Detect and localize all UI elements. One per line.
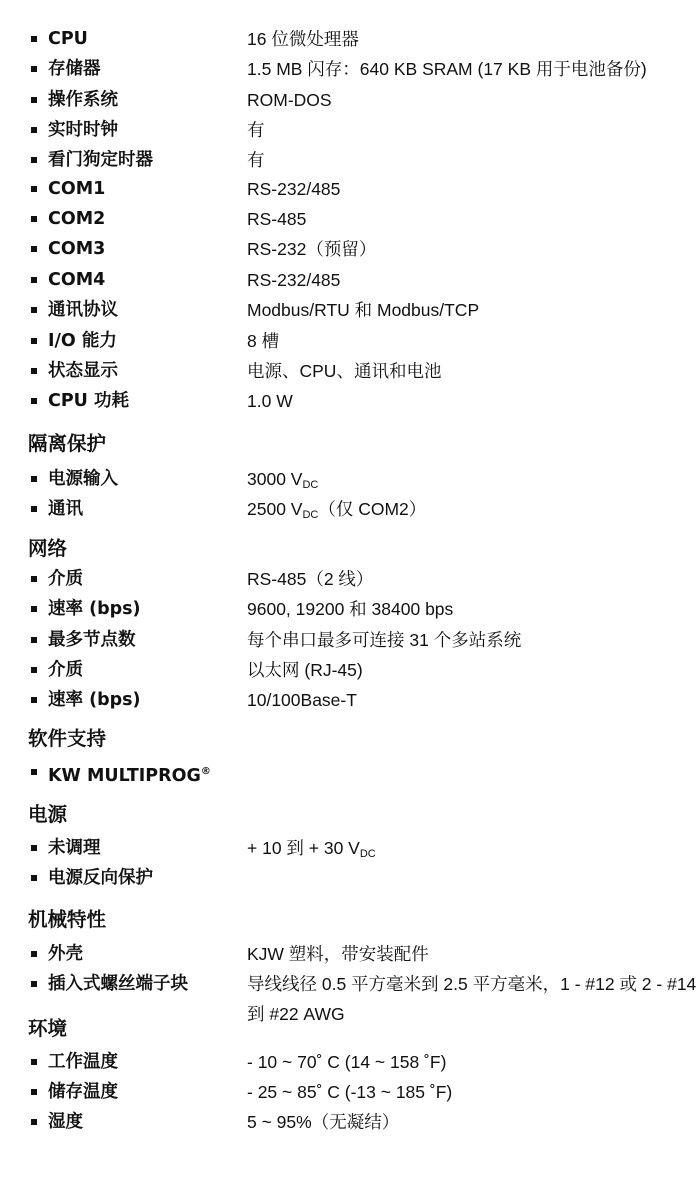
spec-value — [247, 497, 426, 527]
spec-label — [48, 237, 105, 261]
bullet-icon — [31, 36, 37, 42]
spec-value — [247, 836, 376, 866]
spec-value-text: KJW 塑料，带安装配件 — [247, 944, 429, 964]
spec-value-text: RS-232/485 — [247, 179, 341, 199]
spec-label — [48, 268, 105, 292]
section-heading: 机械特性 — [28, 908, 107, 931]
spec-label — [48, 88, 118, 112]
spec-label-text: 最多节点数 — [48, 630, 136, 650]
bullet-icon — [31, 697, 37, 703]
bullet-icon — [31, 1089, 37, 1095]
bullet-icon — [31, 875, 37, 881]
spec-label-text: 速率 (bps) — [48, 690, 141, 710]
spec-label — [48, 298, 118, 322]
spec-label — [48, 177, 105, 201]
spec-label-text: I/O 能力 — [48, 331, 117, 351]
spec-label — [48, 1050, 118, 1074]
spec-value — [247, 969, 697, 1029]
spec-value — [247, 389, 293, 413]
spec-label-text: 储存温度 — [48, 1082, 118, 1102]
spec-label — [48, 597, 141, 621]
spec-value-text: 1.0 W — [247, 391, 293, 411]
bullet-icon — [31, 307, 37, 313]
bullet-icon — [31, 186, 37, 192]
spec-value-suffix: （仅 COM2） — [318, 499, 427, 519]
spec-value-text: 有 — [247, 120, 265, 140]
spec-label-text: 外壳 — [48, 944, 83, 964]
spec-value — [247, 177, 340, 201]
spec-label — [48, 760, 211, 788]
spec-value — [247, 688, 357, 712]
spec-label-text: CPU — [48, 29, 88, 49]
bullet-icon — [31, 338, 37, 344]
spec-value — [247, 298, 479, 322]
bullet-icon — [31, 1059, 37, 1065]
spec-label-text: 通讯协议 — [48, 300, 118, 320]
spec-label — [48, 497, 83, 521]
spec-label — [48, 972, 188, 996]
spec-value — [247, 88, 332, 112]
spec-value — [247, 628, 521, 652]
spec-label-text: 存储器 — [48, 59, 101, 79]
spec-value-text: 2500 V — [247, 499, 303, 519]
bullet-icon — [31, 981, 37, 987]
spec-label — [48, 688, 141, 712]
spec-label-text: 插入式螺丝端子块 — [48, 974, 188, 994]
spec-label-text: COM4 — [48, 270, 106, 290]
unit-subscript: DC — [302, 509, 319, 521]
spec-label — [48, 207, 105, 231]
bullet-icon — [31, 845, 37, 851]
spec-value-text: Modbus/RTU 和 Modbus/TCP — [247, 300, 480, 320]
spec-value-text: 电源、CPU、通讯和电池 — [247, 361, 442, 381]
spec-label-text: 电源反向保护 — [48, 868, 153, 888]
spec-value — [247, 1110, 399, 1134]
section-heading: 环境 — [28, 1017, 68, 1040]
spec-label-text: 未调理 — [48, 838, 101, 858]
bullet-icon — [31, 476, 37, 482]
spec-value — [247, 942, 429, 966]
spec-value-text: RS-232/485 — [247, 270, 341, 290]
spec-label-text: 实时时钟 — [48, 120, 118, 140]
spec-value-text: 10/100Base-T — [247, 690, 357, 710]
spec-value-text: 8 槽 — [247, 331, 280, 351]
spec-value-text: RS-485（2 线） — [247, 569, 374, 589]
spec-label-text: KW MULTIPROG — [48, 766, 201, 786]
spec-value-text: 5 ~ 95%（无凝结） — [247, 1112, 400, 1132]
bullet-icon — [31, 246, 37, 252]
spec-value — [247, 567, 373, 591]
spec-label — [48, 942, 83, 966]
spec-label — [48, 389, 129, 413]
bullet-icon — [31, 66, 37, 72]
spec-label — [48, 567, 83, 591]
bullet-icon — [31, 637, 37, 643]
bullet-icon — [31, 97, 37, 103]
unit-subscript: DC — [302, 479, 319, 491]
spec-label-text: COM1 — [48, 179, 106, 199]
spec-label-text: 介质 — [48, 569, 83, 589]
spec-label-text: 操作系统 — [48, 90, 118, 110]
bullet-icon — [31, 368, 37, 374]
spec-value-text: - 25 ~ 85˚ C (-13 ~ 185 ˚F) — [247, 1082, 453, 1102]
spec-value-text: 9600, 19200 和 38400 bps — [247, 599, 454, 619]
spec-label-text: 湿度 — [48, 1112, 83, 1132]
bullet-icon — [31, 951, 37, 957]
spec-label — [48, 628, 136, 652]
spec-value — [247, 207, 306, 231]
spec-label-text: COM2 — [48, 209, 106, 229]
spec-label — [48, 359, 118, 383]
spec-value — [247, 148, 265, 172]
section-heading: 软件支持 — [28, 727, 107, 750]
bullet-icon — [31, 667, 37, 673]
spec-value — [247, 237, 376, 261]
spec-label-text: 看门狗定时器 — [48, 150, 153, 170]
spec-label — [48, 836, 101, 860]
spec-value — [247, 1050, 446, 1074]
spec-label-text: 状态显示 — [48, 361, 118, 381]
spec-value-text: RS-485 — [247, 209, 307, 229]
section-heading: 隔离保护 — [28, 432, 107, 455]
spec-label-text: 通讯 — [48, 499, 83, 519]
spec-value — [247, 118, 265, 142]
bullet-icon — [31, 277, 37, 283]
spec-value-text: 以太网 (RJ-45) — [247, 660, 363, 680]
spec-label-text: COM3 — [48, 239, 106, 259]
spec-value-text: 有 — [247, 150, 265, 170]
section-heading: 电源 — [28, 803, 68, 826]
spec-label — [48, 467, 118, 491]
bullet-icon — [31, 127, 37, 133]
spec-value-text: 导线线径 0.5 平方毫米到 2.5 平方毫米，1 - #12 或 2 - #14 到 #22 AWG — [247, 974, 697, 1024]
section-heading: 网络 — [28, 537, 68, 560]
bullet-icon — [31, 506, 37, 512]
spec-label-text: CPU 功耗 — [48, 391, 129, 411]
spec-value — [247, 1080, 452, 1104]
spec-value-text: 3000 V — [247, 469, 303, 489]
spec-label-text: 工作温度 — [48, 1052, 118, 1072]
bullet-icon — [31, 606, 37, 612]
spec-label — [48, 329, 117, 353]
spec-value — [247, 268, 340, 292]
spec-label-text: 速率 (bps) — [48, 599, 141, 619]
spec-value-text: + 10 到 + 30 V — [247, 838, 360, 858]
spec-label — [48, 148, 153, 172]
bullet-icon — [31, 398, 37, 404]
spec-value — [247, 467, 318, 497]
spec-label-text: 介质 — [48, 660, 83, 680]
spec-value-text: 每个串口最多可连接 31 个多站系统 — [247, 630, 522, 650]
spec-value-text: ROM-DOS — [247, 90, 332, 110]
spec-value — [247, 597, 453, 621]
unit-subscript: DC — [359, 848, 376, 860]
spec-value — [247, 329, 279, 353]
spec-label — [48, 118, 118, 142]
spec-label — [48, 27, 88, 51]
spec-value — [247, 658, 363, 682]
spec-label — [48, 658, 83, 682]
spec-label — [48, 866, 153, 890]
bullet-icon — [31, 1119, 37, 1125]
spec-label — [48, 57, 101, 81]
spec-value-text: 1.5 MB 闪存：640 KB SRAM (17 KB 用于电池备份) — [247, 59, 647, 79]
bullet-icon — [31, 576, 37, 582]
spec-label — [48, 1110, 83, 1134]
spec-value-text: - 10 ~ 70˚ C (14 ~ 158 ˚F) — [247, 1052, 447, 1072]
spec-label — [48, 1080, 118, 1104]
spec-label-text: 电源输入 — [48, 469, 118, 489]
spec-value-text: RS-232（预留） — [247, 239, 377, 259]
spec-value-text: 16 位微处理器 — [247, 29, 359, 49]
registered-mark: ® — [200, 766, 211, 777]
spec-value — [247, 359, 441, 383]
bullet-icon — [31, 216, 37, 222]
bullet-icon — [31, 157, 37, 163]
spec-value — [247, 27, 359, 51]
spec-value — [247, 57, 647, 81]
bullet-icon — [31, 769, 37, 775]
